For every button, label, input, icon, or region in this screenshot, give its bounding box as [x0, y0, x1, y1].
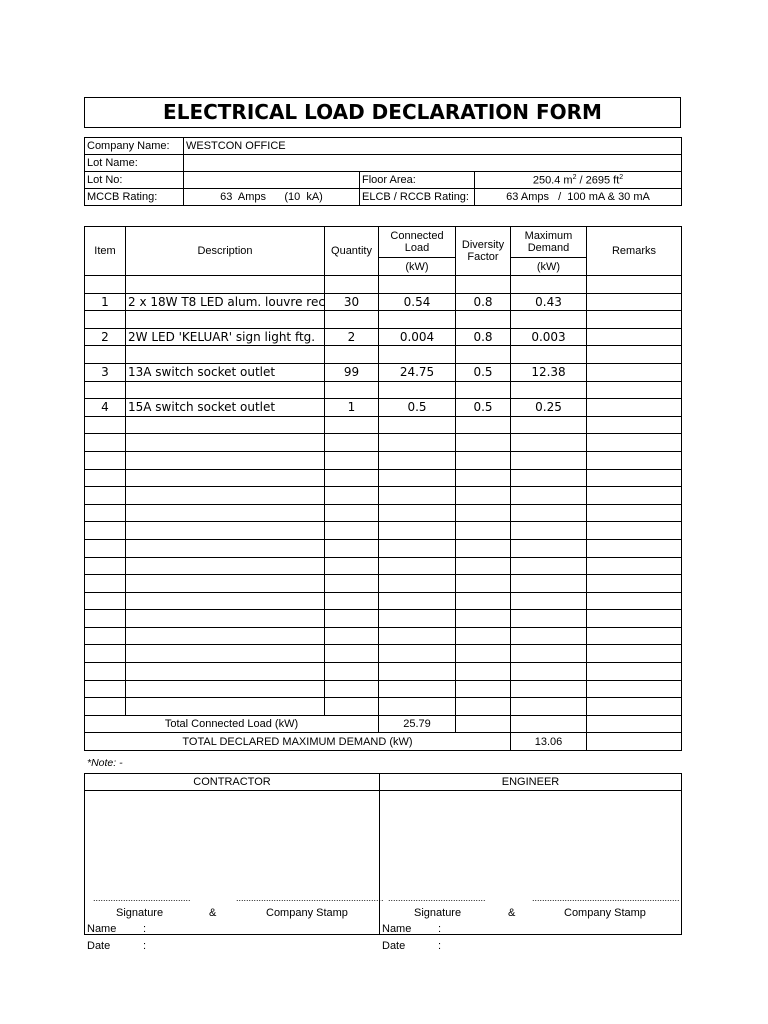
empty-cell[interactable] — [511, 698, 587, 716]
empty-row — [85, 346, 682, 364]
cell-item[interactable]: 4 — [85, 399, 126, 417]
empty-cell[interactable] — [325, 416, 379, 434]
empty-cell[interactable] — [511, 504, 587, 522]
lot-no-label: Lot No: — [85, 172, 184, 189]
empty-cell[interactable] — [379, 575, 456, 593]
cell-max-demand[interactable]: 0.25 — [511, 399, 587, 417]
empty-cell[interactable] — [379, 592, 456, 610]
company-stamp-label: Company Stamp — [266, 907, 348, 919]
empty-cell[interactable] — [85, 434, 126, 452]
empty-cell[interactable] — [511, 627, 587, 645]
empty-cell[interactable] — [456, 698, 511, 716]
empty-cell[interactable] — [511, 469, 587, 487]
empty-cell[interactable] — [456, 416, 511, 434]
date-colon: : — [143, 940, 147, 952]
lot-name-value[interactable] — [184, 155, 682, 172]
empty-cell[interactable] — [126, 434, 325, 452]
empty-row — [85, 610, 682, 628]
cell-remarks[interactable] — [587, 399, 682, 417]
empty-cell[interactable] — [85, 557, 126, 575]
empty-cell[interactable] — [587, 276, 682, 294]
load-table — [84, 226, 682, 751]
stamp-dots: ........................................................... — [236, 893, 384, 903]
empty-cell[interactable] — [511, 522, 587, 540]
empty-cell[interactable] — [126, 592, 325, 610]
total-demand-label: TOTAL DECLARED MAXIMUM DEMAND (kW) — [85, 733, 511, 751]
empty-row — [85, 434, 682, 452]
empty-cell[interactable] — [85, 680, 126, 698]
header-connected-load: Connected Load — [379, 227, 456, 258]
name-label: Name — [87, 923, 117, 935]
empty-cell[interactable] — [456, 557, 511, 575]
company-name-value[interactable]: WESTCON OFFICE — [184, 138, 682, 155]
header-description: Description — [126, 227, 325, 276]
empty-cell[interactable] — [325, 434, 379, 452]
empty-cell[interactable] — [85, 346, 126, 364]
empty-cell[interactable] — [379, 381, 456, 399]
empty-cell[interactable] — [587, 381, 682, 399]
empty-cell[interactable] — [85, 416, 126, 434]
empty-cell[interactable] — [456, 645, 511, 663]
elcb-value[interactable]: 63 Amps / 100 mA & 30 mA — [475, 189, 682, 206]
lot-name-label: Lot Name: — [85, 155, 184, 172]
empty-cell[interactable] — [379, 434, 456, 452]
cell-item[interactable]: 3 — [85, 363, 126, 381]
empty-cell[interactable] — [325, 487, 379, 505]
empty-cell[interactable] — [325, 346, 379, 364]
date-colon: : — [438, 940, 442, 952]
empty-cell[interactable] — [85, 663, 126, 681]
empty-cell[interactable] — [587, 698, 682, 716]
empty-cell[interactable] — [379, 680, 456, 698]
empty-cell[interactable] — [511, 311, 587, 329]
ampersand: & — [209, 907, 217, 919]
empty-cell[interactable] — [126, 663, 325, 681]
empty-cell[interactable] — [456, 610, 511, 628]
cell-remarks[interactable] — [587, 363, 682, 381]
signature-dots: ....................................... — [388, 893, 486, 903]
empty-row — [85, 276, 682, 294]
empty-row — [85, 487, 682, 505]
empty-cell[interactable] — [126, 451, 325, 469]
empty-cell[interactable] — [85, 610, 126, 628]
empty-cell[interactable] — [511, 575, 587, 593]
empty-cell[interactable] — [85, 539, 126, 557]
empty-cell[interactable] — [325, 680, 379, 698]
empty-cell[interactable] — [511, 381, 587, 399]
empty-cell[interactable] — [126, 276, 325, 294]
empty-cell[interactable] — [126, 522, 325, 540]
empty-cell[interactable] — [379, 416, 456, 434]
empty-cell[interactable] — [126, 346, 325, 364]
empty-cell[interactable] — [587, 311, 682, 329]
name-colon: : — [438, 923, 442, 935]
header-remarks: Remarks — [587, 227, 682, 276]
empty-cell[interactable] — [456, 346, 511, 364]
cell-description[interactable]: 2W LED 'KELUAR' sign light ftg. — [126, 328, 325, 346]
engineer-heading: ENGINEER — [380, 774, 682, 791]
empty-row — [85, 575, 682, 593]
table-row — [85, 399, 682, 417]
empty-cell[interactable] — [85, 592, 126, 610]
contractor-heading: CONTRACTOR — [85, 774, 380, 791]
empty-row — [85, 311, 682, 329]
empty-row — [85, 451, 682, 469]
empty-cell[interactable] — [379, 539, 456, 557]
empty-cell[interactable] — [379, 487, 456, 505]
empty-cell[interactable] — [379, 504, 456, 522]
sup-ft: 2 — [619, 173, 624, 181]
empty-cell[interactable] — [456, 539, 511, 557]
empty-cell[interactable] — [456, 451, 511, 469]
header-quantity: Quantity — [325, 227, 379, 276]
empty-cell[interactable] — [587, 610, 682, 628]
header-connected-unit: (kW) — [379, 258, 456, 276]
company-info-table — [84, 137, 682, 206]
empty-row — [85, 592, 682, 610]
empty-cell[interactable] — [379, 557, 456, 575]
empty-cell[interactable] — [126, 469, 325, 487]
empty-cell[interactable] — [85, 504, 126, 522]
empty-row — [85, 680, 682, 698]
total-connected-value: 25.79 — [379, 715, 456, 733]
empty-cell[interactable] — [587, 592, 682, 610]
cell-item[interactable]: 1 — [85, 293, 126, 311]
signature-table — [84, 773, 682, 952]
stamp-dots: ........................................................... — [532, 893, 680, 903]
cell-diversity[interactable]: 0.8 — [456, 293, 511, 311]
empty-cell[interactable] — [85, 381, 126, 399]
empty-cell[interactable] — [511, 451, 587, 469]
floor-area-m: 250.4 m — [532, 174, 573, 187]
table-row — [85, 363, 682, 381]
empty-row — [85, 381, 682, 399]
empty-cell[interactable] — [456, 381, 511, 399]
empty-cell[interactable] — [325, 276, 379, 294]
empty-cell[interactable] — [85, 645, 126, 663]
empty-cell[interactable] — [325, 610, 379, 628]
empty-cell[interactable] — [379, 698, 456, 716]
cell-connected-load[interactable]: 0.54 — [379, 293, 456, 311]
empty-cell[interactable] — [325, 575, 379, 593]
name-label: Name — [382, 923, 412, 935]
empty-cell[interactable] — [85, 487, 126, 505]
empty-row — [85, 469, 682, 487]
empty-row — [85, 504, 682, 522]
lot-no-value[interactable] — [184, 172, 360, 189]
empty-row — [85, 663, 682, 681]
empty-cell[interactable] — [85, 311, 126, 329]
cell-connected-load[interactable]: 24.75 — [379, 363, 456, 381]
empty-cell[interactable] — [126, 557, 325, 575]
empty-cell[interactable] — [587, 680, 682, 698]
empty-cell[interactable] — [456, 434, 511, 452]
blank-cell — [587, 715, 682, 733]
empty-cell[interactable] — [456, 504, 511, 522]
empty-cell[interactable] — [511, 680, 587, 698]
empty-cell[interactable] — [126, 610, 325, 628]
empty-cell[interactable] — [587, 487, 682, 505]
empty-cell[interactable] — [126, 311, 325, 329]
empty-cell[interactable] — [325, 381, 379, 399]
cell-connected-load[interactable]: 0.004 — [379, 328, 456, 346]
empty-cell[interactable] — [456, 311, 511, 329]
empty-cell[interactable] — [325, 522, 379, 540]
empty-cell[interactable] — [587, 451, 682, 469]
ampersand: & — [508, 907, 516, 919]
empty-cell[interactable] — [511, 592, 587, 610]
cell-connected-load[interactable]: 0.5 — [379, 399, 456, 417]
header-demand-unit: (kW) — [511, 258, 587, 276]
empty-cell[interactable] — [126, 680, 325, 698]
total-connected-label: Total Connected Load (kW) — [85, 715, 379, 733]
blank-cell — [456, 715, 511, 733]
empty-cell[interactable] — [325, 504, 379, 522]
empty-cell[interactable] — [126, 575, 325, 593]
empty-cell[interactable] — [456, 627, 511, 645]
header-diversity-factor: Diversity Factor — [456, 227, 511, 276]
empty-cell[interactable] — [587, 663, 682, 681]
signature-dots: ....................................... — [93, 893, 191, 903]
empty-cell[interactable] — [85, 451, 126, 469]
cell-max-demand[interactable]: 0.43 — [511, 293, 587, 311]
empty-cell[interactable] — [456, 680, 511, 698]
cell-quantity[interactable]: 99 — [325, 363, 379, 381]
company-stamp-label: Company Stamp — [564, 907, 646, 919]
cell-diversity[interactable]: 0.5 — [456, 363, 511, 381]
empty-cell[interactable] — [587, 469, 682, 487]
empty-cell[interactable] — [325, 592, 379, 610]
table-row — [85, 328, 682, 346]
empty-cell[interactable] — [456, 575, 511, 593]
empty-cell[interactable] — [85, 276, 126, 294]
empty-cell[interactable] — [379, 276, 456, 294]
empty-cell[interactable] — [379, 311, 456, 329]
elcb-label: ELCB / RCCB Rating: — [360, 189, 475, 206]
empty-cell[interactable] — [325, 311, 379, 329]
empty-cell[interactable] — [456, 487, 511, 505]
empty-cell[interactable] — [126, 504, 325, 522]
mccb-value[interactable]: 63 Amps (10 kA) — [184, 189, 360, 206]
empty-cell[interactable] — [325, 539, 379, 557]
contractor-signature-area[interactable] — [85, 791, 384, 952]
empty-cell[interactable] — [587, 522, 682, 540]
empty-row — [85, 698, 682, 716]
empty-cell[interactable] — [325, 663, 379, 681]
empty-cell[interactable] — [379, 610, 456, 628]
empty-cell[interactable] — [325, 451, 379, 469]
empty-cell[interactable] — [511, 539, 587, 557]
empty-cell[interactable] — [126, 416, 325, 434]
empty-cell[interactable] — [85, 469, 126, 487]
empty-cell[interactable] — [587, 416, 682, 434]
empty-cell[interactable] — [126, 698, 325, 716]
empty-cell[interactable] — [587, 645, 682, 663]
cell-description[interactable]: 15A switch socket outlet — [126, 399, 325, 417]
empty-cell[interactable] — [511, 663, 587, 681]
header-maximum-demand: Maximum Demand — [511, 227, 587, 258]
empty-cell[interactable] — [379, 627, 456, 645]
date-label: Date — [382, 940, 406, 952]
date-label: Date — [87, 940, 111, 952]
empty-cell[interactable] — [126, 487, 325, 505]
cell-quantity[interactable]: 30 — [325, 293, 379, 311]
engineer-signature-area[interactable] — [380, 791, 682, 952]
empty-cell[interactable] — [126, 645, 325, 663]
table-row — [85, 293, 682, 311]
empty-cell[interactable] — [456, 469, 511, 487]
empty-cell[interactable] — [511, 557, 587, 575]
empty-cell[interactable] — [456, 592, 511, 610]
empty-cell[interactable] — [587, 346, 682, 364]
empty-cell[interactable] — [85, 575, 126, 593]
empty-cell[interactable] — [379, 469, 456, 487]
name-colon: : — [143, 923, 147, 935]
empty-row — [85, 557, 682, 575]
cell-item[interactable]: 2 — [85, 328, 126, 346]
empty-cell[interactable] — [126, 539, 325, 557]
empty-cell[interactable] — [456, 276, 511, 294]
empty-cell[interactable] — [511, 610, 587, 628]
empty-cell[interactable] — [511, 645, 587, 663]
cell-quantity[interactable]: 1 — [325, 399, 379, 417]
floor-area-ft: / 2695 ft — [576, 174, 620, 187]
cell-diversity[interactable]: 0.8 — [456, 328, 511, 346]
mccb-label: MCCB Rating: — [85, 189, 184, 206]
empty-cell[interactable] — [325, 645, 379, 663]
note: *Note: - — [87, 757, 123, 769]
cell-diversity[interactable]: 0.5 — [456, 399, 511, 417]
empty-cell[interactable] — [85, 627, 126, 645]
empty-cell[interactable] — [379, 522, 456, 540]
empty-row — [85, 627, 682, 645]
floor-area-label: Floor Area: — [360, 172, 475, 189]
empty-cell[interactable] — [325, 627, 379, 645]
empty-cell[interactable] — [325, 698, 379, 716]
header-item: Item — [85, 227, 126, 276]
empty-cell[interactable] — [126, 381, 325, 399]
empty-cell[interactable] — [511, 487, 587, 505]
cell-description[interactable]: 13A switch socket outlet — [126, 363, 325, 381]
total-demand-value: 13.06 — [511, 733, 587, 751]
empty-cell[interactable] — [587, 434, 682, 452]
empty-cell[interactable] — [511, 416, 587, 434]
cell-quantity[interactable]: 2 — [325, 328, 379, 346]
floor-area-value[interactable] — [475, 172, 682, 189]
empty-cell[interactable] — [325, 557, 379, 575]
empty-cell[interactable] — [511, 434, 587, 452]
blank-cell — [511, 715, 587, 733]
empty-row — [85, 539, 682, 557]
empty-cell[interactable] — [511, 346, 587, 364]
cell-remarks[interactable] — [587, 328, 682, 346]
empty-cell[interactable] — [85, 522, 126, 540]
empty-cell[interactable] — [511, 276, 587, 294]
empty-row — [85, 645, 682, 663]
empty-cell[interactable] — [587, 557, 682, 575]
empty-cell[interactable] — [126, 627, 325, 645]
empty-cell[interactable] — [587, 575, 682, 593]
empty-cell[interactable] — [85, 698, 126, 716]
empty-cell[interactable] — [587, 539, 682, 557]
cell-max-demand[interactable]: 0.003 — [511, 328, 587, 346]
empty-row — [85, 522, 682, 540]
signature-label: Signature — [116, 907, 164, 919]
empty-cell[interactable] — [379, 663, 456, 681]
blank-cell — [587, 733, 682, 751]
empty-cell[interactable] — [456, 522, 511, 540]
empty-cell[interactable] — [379, 451, 456, 469]
empty-cell[interactable] — [587, 504, 682, 522]
cell-max-demand[interactable]: 12.38 — [511, 363, 587, 381]
sup-m: 2 — [572, 173, 577, 181]
signature-label: Signature — [414, 907, 462, 919]
empty-cell[interactable] — [325, 469, 379, 487]
cell-remarks[interactable] — [587, 293, 682, 311]
empty-cell[interactable] — [379, 645, 456, 663]
form-title: ELECTRICAL LOAD DECLARATION FORM — [84, 97, 681, 128]
empty-row — [85, 416, 682, 434]
empty-cell[interactable] — [587, 627, 682, 645]
company-name-label: Company Name: — [85, 138, 184, 155]
empty-cell[interactable] — [379, 346, 456, 364]
cell-description[interactable]: 2 x 18W T8 LED alum. louvre rec — [126, 293, 325, 311]
empty-cell[interactable] — [456, 663, 511, 681]
